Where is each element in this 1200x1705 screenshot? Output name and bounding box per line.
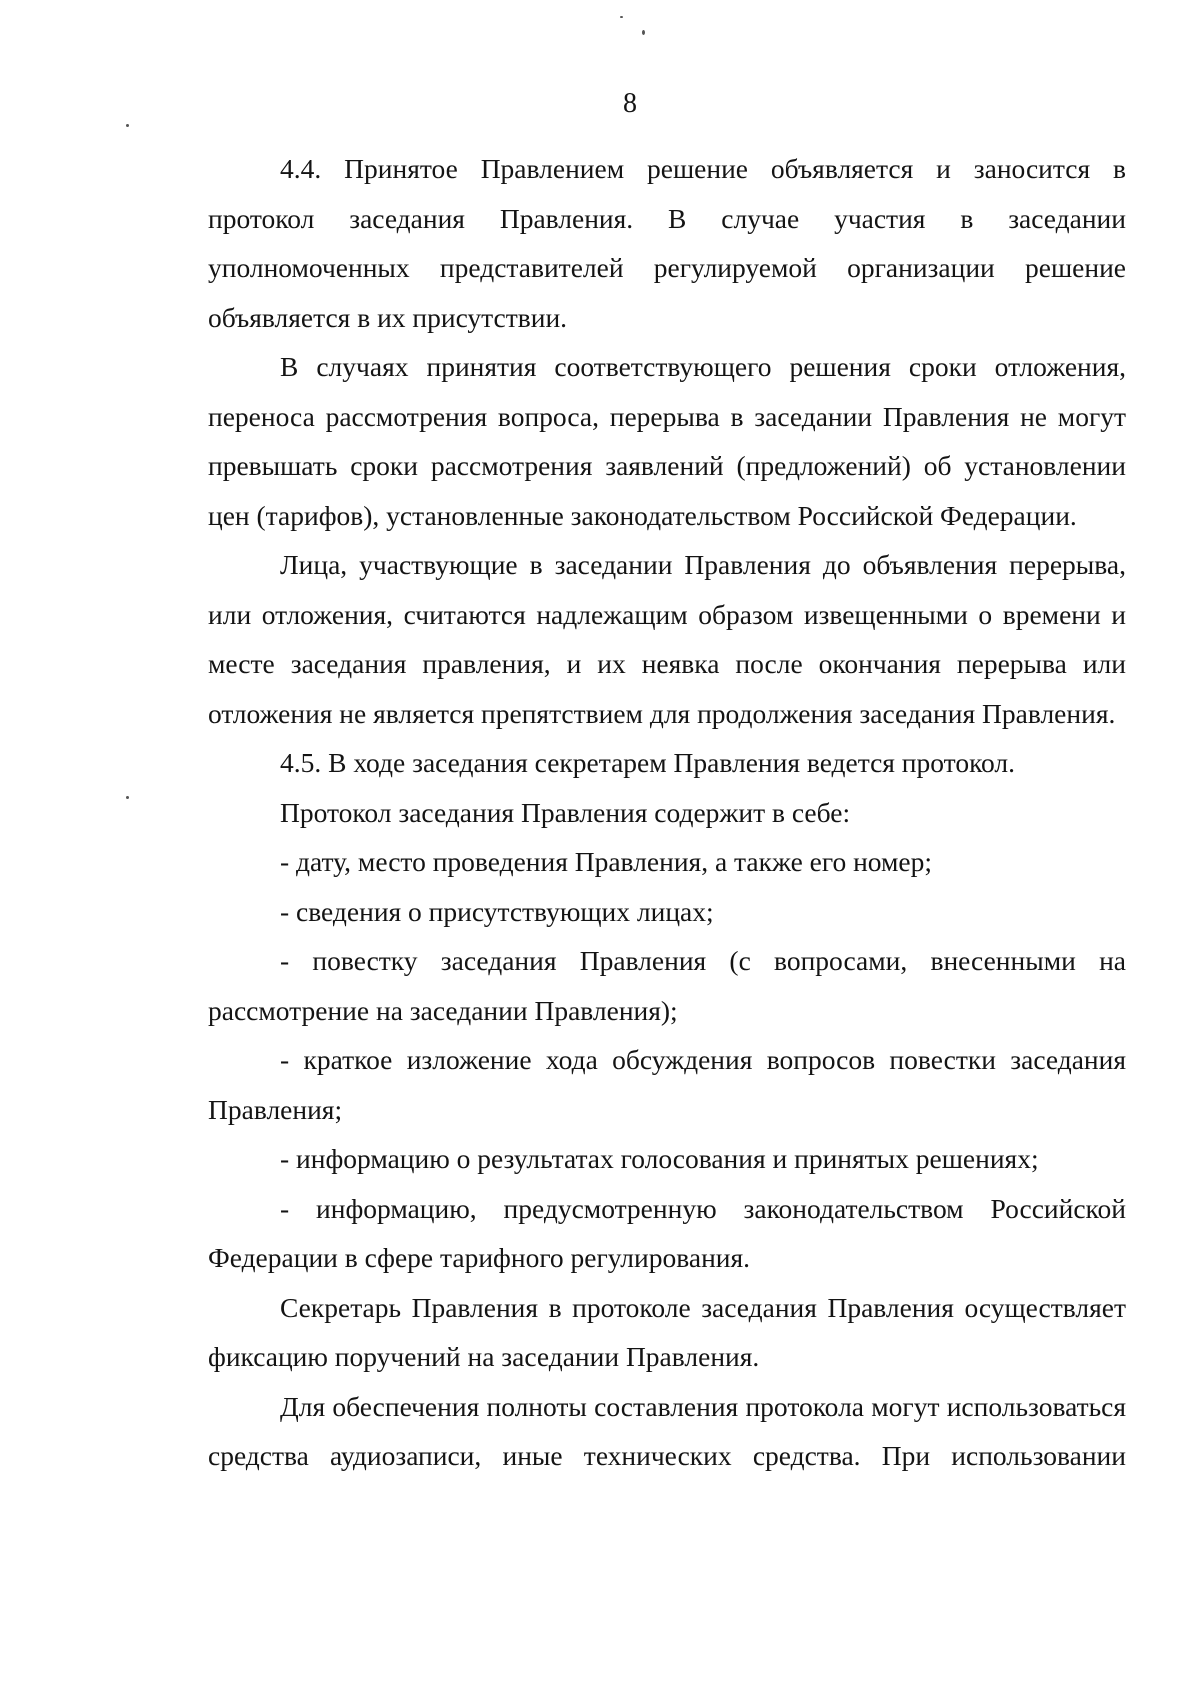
list-item: - информацию, предусмотренную законодательством Российской Федерации в сфере тарифного регулирования. [208,1192,1126,1273]
document-body [208,144,1126,1481]
paragraph-participants: Лица, участвующие в заседании Правления до объявления перерыва, или отложения, считаются надлежащим образом извещенными о времени и месте заседания правления, и их неявка после окончания перерыва или отложения не является препятствием для продолжения заседания Правления. [208,549,1126,729]
list-item: - информацию о результатах голосования и принятых решениях; [280,1143,1039,1174]
scan-speck [126,124,129,127]
paragraph-deadlines: В случаях принятия соответствующего решения сроки отложения, переноса рассмотрения вопроса, перерыва в заседании Правления не могут превышать сроки рассмотрения заявлений (предложений) об установлении цен (тарифов), установленные законодательством Российской Федерации. [208,351,1126,531]
list-item: - краткое изложение хода обсуждения вопросов повестки заседания Правления; [208,1044,1126,1125]
scan-speck [642,30,645,35]
scan-speck [126,796,129,799]
page-number: 8 [623,88,637,119]
paragraph-4-4: 4.4. Принятое Правлением решение объявляется и заносится в протокол заседания Правления. В случае участия в заседании уполномоченных представителей регулируемой организации решение объявляется в их присутствии. [208,153,1126,333]
list-item: - дату, место проведения Правления, а также его номер; [280,846,933,877]
list-item: - сведения о присутствующих лицах; [280,895,714,927]
paragraph-4-5: 4.5. В ходе заседания секретарем Правления ведется протокол. [280,747,1016,778]
scan-speck [620,16,623,18]
paragraph-recording: Для обеспечения полноты составления протокола могут использоваться средства аудиозаписи, иные технических средства. При использовании [208,1390,1126,1471]
paragraph-protocol-contents: Протокол заседания Правления содержит в себе: [280,796,851,828]
list-item: - повестку заседания Правления (с вопросами, внесенными на рассмотрение на заседании Правления); [208,945,1126,1026]
paragraph-secretary: Секретарь Правления в протоколе заседания Правления осуществляет фиксацию поручений на заседании Правления. [208,1291,1126,1372]
